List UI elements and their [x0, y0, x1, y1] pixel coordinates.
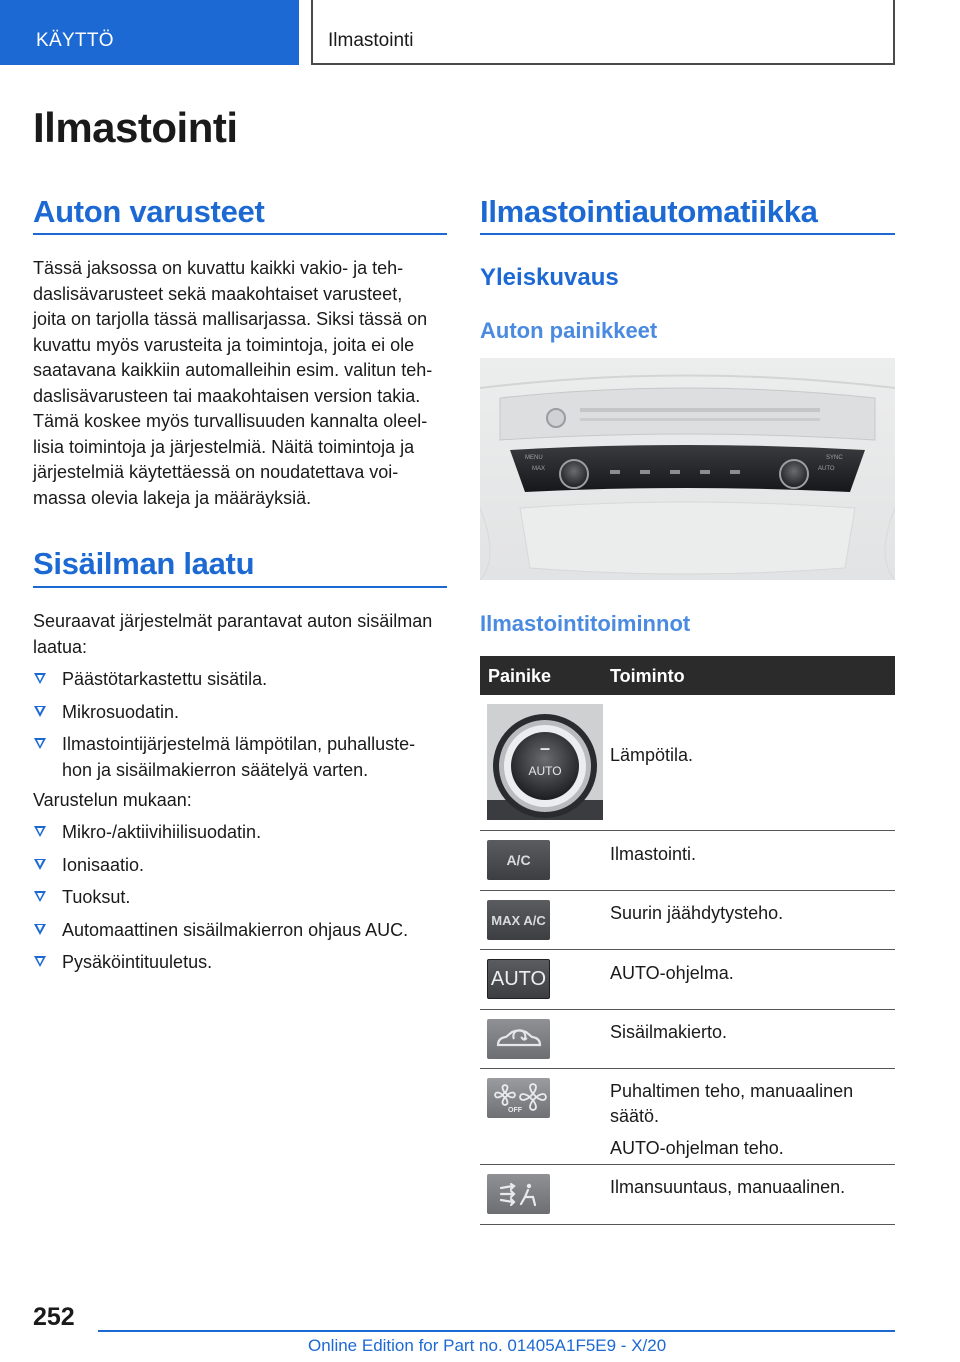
heading-equipment: Auton varusteet	[33, 194, 265, 229]
footer-rule	[98, 1330, 895, 1332]
dashboard-illustration	[480, 358, 895, 580]
svg-text:AUTO: AUTO	[818, 466, 835, 472]
temperature-knob-icon	[487, 704, 603, 820]
svg-text:SYNC: SYNC	[826, 455, 843, 461]
list-item: Tuoksut.	[33, 885, 453, 911]
climate-panel-photo	[480, 358, 895, 580]
list-item: Pysäköintituuletus.	[33, 950, 453, 976]
list-item: Ionisaatio.	[33, 853, 453, 879]
recirculation-icon	[487, 1019, 550, 1059]
heading-climate-control: Ilmastointiautomatiikka	[480, 194, 818, 229]
list-item: Automaattinen sisäilmakierron ohjaus AUC.	[33, 918, 453, 944]
column-header-button: Painike	[488, 666, 552, 686]
page-number: 252	[33, 1303, 75, 1331]
heading-rule	[33, 586, 447, 588]
svg-text:AUTO: AUTO	[528, 764, 562, 778]
heading-car-buttons: Auton painikkeet	[480, 318, 658, 343]
heading-air-quality: Sisäilman laatu	[33, 546, 255, 581]
table-row	[480, 891, 895, 950]
list-item: Ilmastointijärjestelmä lämpötilan, puhalluste- hon ja sisäilmakierron säätelyä varten.	[33, 732, 453, 783]
heading-functions: Ilmastointitoiminnot	[480, 611, 691, 636]
table-header	[480, 656, 895, 695]
heading-overview: Yleiskuvaus	[480, 264, 619, 291]
heading-rule	[33, 233, 447, 235]
equipment-paragraph: Tässä jaksossa on kuvattu kaikki vakio- ja teh- daslisävarusteet sekä maakohtaiset varusteet, joita on tarjolla tässä mallisarjassa. Siksi tässä on kuvattu myös varusteita ja toimintoja, joita ei ole saatavana kaikkiin automalleihin esim. valitun teh- daslisävarusteen tai maakohtaisen version takia. Tämä koskee myös turvallisuuden kannalta oleel- lisia toimintoja ja järjestelmiä. Näitä toimintoja ja järjestelmiä käytettäessä on noudatettava voi- massa olevia lakeja ja määräyksiä.	[33, 258, 433, 508]
air-quality-intro: Seuraavat järjestelmät parantavat auton sisäilman laatua:	[33, 611, 433, 657]
list-item: Mikrosuodatin.	[33, 700, 453, 726]
bullet-triangle-icon	[34, 859, 46, 870]
table-row	[480, 1069, 895, 1165]
function-text: AUTO-ohjelma.	[610, 963, 734, 983]
function-text: Suurin jäähdytysteho.	[610, 903, 784, 923]
functions-table	[480, 656, 895, 1225]
list-item: Mikro-/aktiivihiilisuodatin.	[33, 820, 453, 846]
svg-text:MENU: MENU	[525, 455, 543, 461]
table-row	[480, 831, 895, 891]
bullet-triangle-icon	[34, 826, 46, 837]
ac-button-icon: A/C	[487, 840, 550, 880]
bullet-triangle-icon	[34, 738, 46, 749]
page-title: Ilmastointi	[33, 104, 238, 151]
bullet-triangle-icon	[34, 956, 46, 967]
table-row	[480, 1165, 895, 1225]
air-distribution-icon	[487, 1174, 550, 1214]
list-item: Päästötarkastettu sisätila.	[33, 667, 453, 693]
svg-text:OFF: OFF	[507, 1107, 522, 1114]
function-text: Lämpötila.	[610, 745, 694, 765]
air-quality-list	[33, 667, 453, 790]
bullet-triangle-icon	[34, 891, 46, 902]
function-text: Puhaltimen teho, manuaalinen säätö. AUTO-ohjelman teho.	[610, 1081, 854, 1158]
max-ac-button-icon: MAX A/C	[487, 900, 550, 940]
svg-text:–: –	[539, 738, 551, 758]
table-row	[480, 1010, 895, 1069]
table-row	[480, 695, 895, 831]
edition-text: Online Edition for Part no. 01405A1F5E9 - X/20	[308, 1336, 667, 1355]
function-text: Ilmansuuntaus, manuaalinen.	[610, 1177, 846, 1197]
function-text: Ilmastointi.	[610, 844, 697, 864]
bullet-triangle-icon	[34, 706, 46, 717]
chapter-tab: Ilmastointi	[311, 0, 895, 65]
auto-button-icon: AUTO	[487, 959, 550, 999]
column-header-function: Toiminto	[610, 666, 685, 686]
svg-text:MAX: MAX	[532, 466, 546, 472]
bullet-triangle-icon	[34, 924, 46, 935]
bullet-triangle-icon	[34, 673, 46, 684]
heading-rule	[480, 233, 895, 235]
equipment-label: Varustelun mukaan:	[33, 790, 192, 810]
table-row	[480, 950, 895, 1010]
function-text: Sisäilmakierto.	[610, 1022, 728, 1042]
section-tab: KÄYTTÖ	[0, 0, 299, 65]
fan-icon	[487, 1078, 550, 1118]
optional-equipment-list	[33, 820, 453, 983]
